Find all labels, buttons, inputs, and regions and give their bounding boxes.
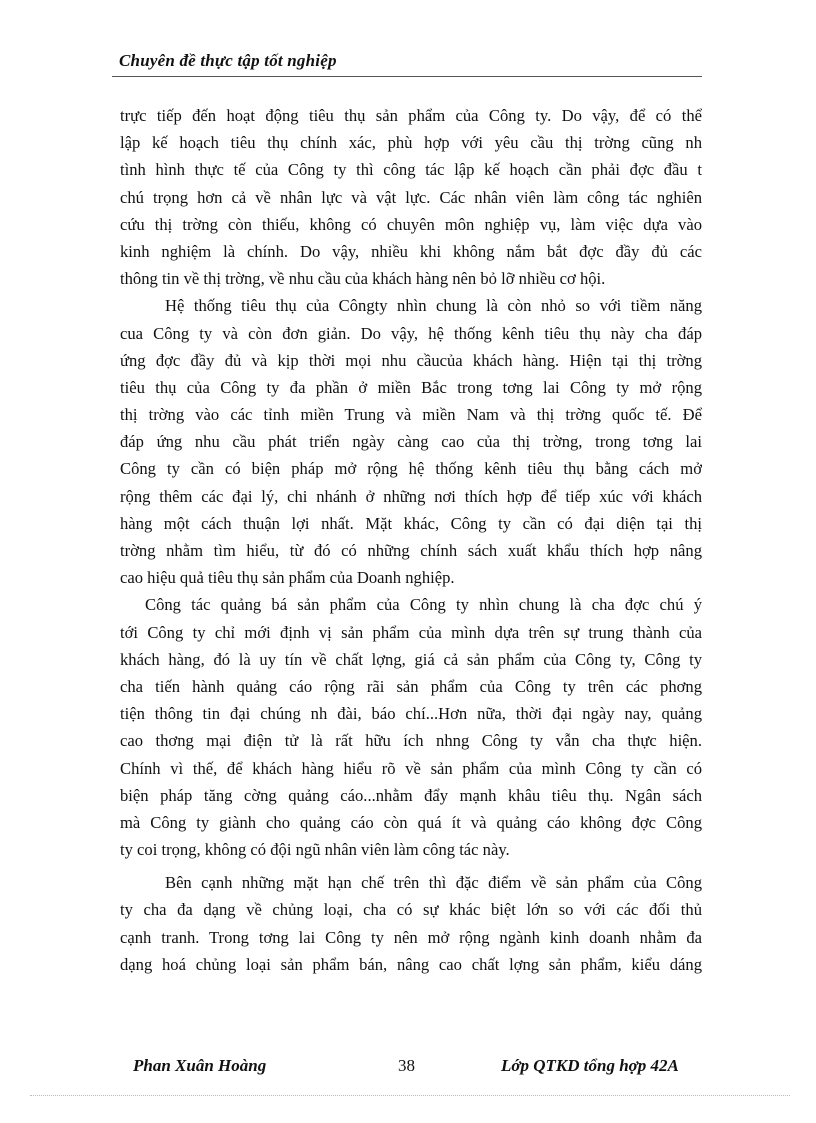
footer-divider <box>30 1095 790 1096</box>
text-line: hàng một cách thuận lợi nhất. Mặt khác, Công ty cần có đại diện tại thị <box>120 513 702 533</box>
page-footer <box>0 1056 816 1080</box>
text-line: chú trọng hơn cả về nhân lực và vật lực. Các nhân viên làm công tác nghiên <box>120 187 702 207</box>
text-line: cao thơng mại điện tử là rất hữu ích nhng Công ty vẫn cha thực hiện. <box>120 731 702 751</box>
text-line: trực tiếp đến hoạt động tiêu thụ sản phẩm của Công ty. Do vậy, để có thể <box>120 106 702 125</box>
text-line: ty cha đa dạng về chủng loại, cha có sự khác biệt lớn so với các đối thủ <box>120 900 702 920</box>
text-line: khách hàng, đó là uy tín về chất lợng, giá cả sản phẩm của Công ty, Công ty <box>120 649 702 669</box>
text-line: biện pháp tăng cờng quảng cáo...nhằm đẩy mạnh khâu tiêu thụ. Ngân sách <box>120 785 702 805</box>
text-line: Công tác quảng bá sản phẩm của Công ty nhìn chung là cha đợc chú ý <box>145 595 702 615</box>
text-line: thị trờng vào các tỉnh miền Trung và miền Nam và thị trờng quốc tế. Để <box>120 405 702 425</box>
paragraph-4 <box>120 869 702 978</box>
text-line: lập kế hoạch tiêu thụ chính xác, phù hợp với yêu cầu thị trờng cũng nh <box>120 133 702 153</box>
text-line: tiện thông tin đại chúng nh đài, báo chí...Hơn nữa, thời đại ngày nay, quảng <box>120 704 702 724</box>
footer-page-number: 38 <box>398 1056 415 1075</box>
text-line: ty coi trọng, không có đội ngũ nhân viên làm công tác này. <box>120 840 510 860</box>
text-line: Công ty cần có biện pháp mở rộng hệ thống kênh tiêu thụ bằng cách mở <box>120 459 702 479</box>
text-line: cha tiến hành quảng cáo rộng rãi sản phẩm của Công ty trên các phơng <box>120 676 702 696</box>
text-line: Chính vì thế, để khách hàng hiểu rõ về sản phẩm của mình Công ty cần có <box>120 758 702 778</box>
document-body <box>120 102 702 978</box>
text-line: tình hình thực tế của Công ty thì công tác lập kế hoạch cần phải đợc đầu t <box>120 160 702 180</box>
page-header-title: Chuyên đề thực tập tốt nghiệp <box>119 51 337 70</box>
text-line: ứng đợc đầy đủ và kịp thời mọi nhu cầucủa khách hàng. Hiện tại thị trờng <box>120 350 702 370</box>
text-line: cao hiệu quả tiêu thụ sản phẩm của Doanh nghiệp. <box>120 568 455 588</box>
text-line: dạng hoá chủng loại sản phẩm bán, nâng cao chất lợng sản phẩm, kiểu dáng <box>120 954 702 974</box>
text-line: Bên cạnh những mặt hạn chế trên thì đặc điểm về sản phẩm của Công <box>165 873 702 893</box>
text-line: đáp ứng nhu cầu phát triển ngày càng cao của thị trờng, trong tơng lai <box>120 432 702 452</box>
text-line: cứu thị trờng còn thiếu, không có chuyên môn nghiệp vụ, làm việc dựa vào <box>120 214 702 234</box>
text-line: cạnh tranh. Trong tơng lai Công ty nên mở rộng ngành kinh doanh nhằm đa <box>120 927 702 947</box>
footer-class-name: Lớp QTKD tổng hợp 42A <box>501 1056 679 1075</box>
text-line: tới Công ty chỉ mới định vị sản phẩm của mình dựa trên sự trung thành của <box>120 622 702 642</box>
text-line: trờng nhằm tìm hiểu, từ đó có những chính sách xuất khẩu thích hợp nâng <box>120 541 702 560</box>
text-line: tiêu thụ của Công ty đa phần ở miền Bắc trong tơng lai Công ty mở rộng <box>120 377 702 397</box>
text-line: Hệ thống tiêu thụ của Côngty nhìn chung là còn nhỏ so với tiềm năng <box>165 296 702 316</box>
footer-author: Phan Xuân Hoàng <box>133 1056 267 1075</box>
paragraph-3 <box>120 591 702 863</box>
text-line: thông tin về thị trờng, về nhu cầu của khách hàng nên bỏ lỡ nhiều cơ hội. <box>120 269 606 289</box>
text-line: mà Công ty giành cho quảng cáo còn quá ít và quảng cáo không đợc Công <box>120 812 702 832</box>
text-line: cua Công ty và còn đơn giản. Do vậy, hệ thống kênh tiêu thụ này cha đáp <box>120 323 702 343</box>
paragraph-1 <box>120 102 702 292</box>
text-line: kinh nghiệm là chính. Do vậy, nhiều khi không nắm bắt đợc đầy đủ các <box>120 241 702 261</box>
text-line: rộng thêm các đại lý, chi nhánh ở những nơi thích hợp để tiếp xúc với khách <box>120 486 702 506</box>
header-divider <box>112 76 702 77</box>
paragraph-2 <box>120 292 702 591</box>
